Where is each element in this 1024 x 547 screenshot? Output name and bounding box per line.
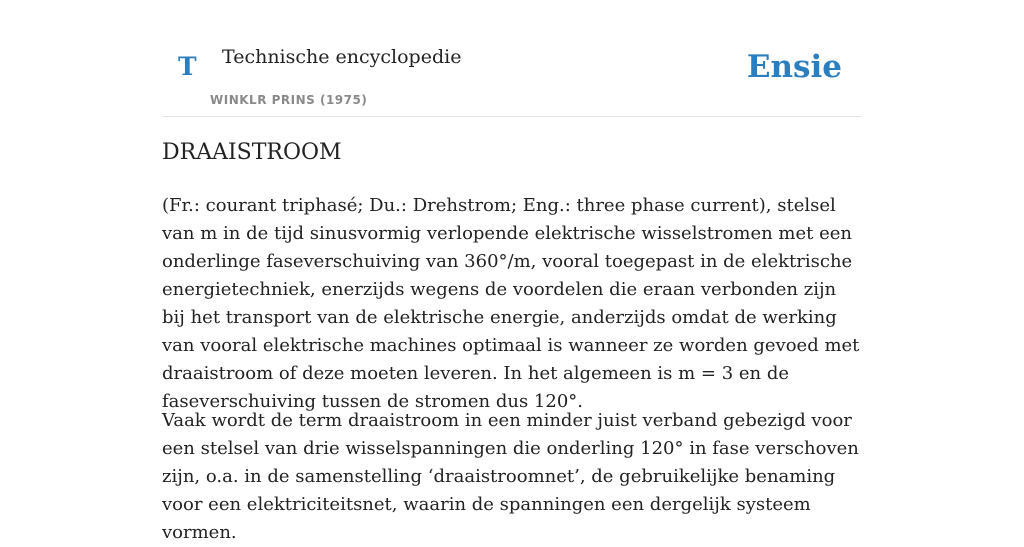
article-paragraph: Vaak wordt de term draaistroom in een minder juist verband gebezigd voor een stelsel van drie wisselspanningen die onderling 120° in fase verschoven zijn, o.a. in de samenstelling ‘draaistroomnet’, de gebruikelijke benaming voor een elektriciteitsnet, waarin de spanningen een dergelijk systeem vormen.: [162, 410, 859, 543]
article-paragraph: (Fr.: courant triphasé; Du.: Drehstrom; Eng.: three phase current), stelsel van m in de tijd sinusvormig verlopende elektrische wisselstromen met een onderlinge faseverschuiving van 360°/m, vooral toegepast in de elektrische energietechniek, enerzijds wegens de voordelen die eraan verbonden zijn bij het transport van de elektrische energie, anderzijds omdat de werking van vooral elektrische machines optimaal is wanneer ze worden gevoed met draaistroom of deze moeten leveren. In het algemeen is m = 3 en de faseverschuiving tussen de stromen dus 120°.: [162, 195, 860, 412]
article-title: DRAAISTROOM: [162, 140, 342, 165]
category-logo[interactable]: T: [178, 52, 197, 81]
publication-title[interactable]: Technische encyclopedie: [222, 46, 462, 68]
site-header: [162, 0, 862, 117]
publication-source: WINKLR PRINS (1975): [210, 93, 368, 107]
brand-logo[interactable]: Ensie: [746, 49, 842, 85]
